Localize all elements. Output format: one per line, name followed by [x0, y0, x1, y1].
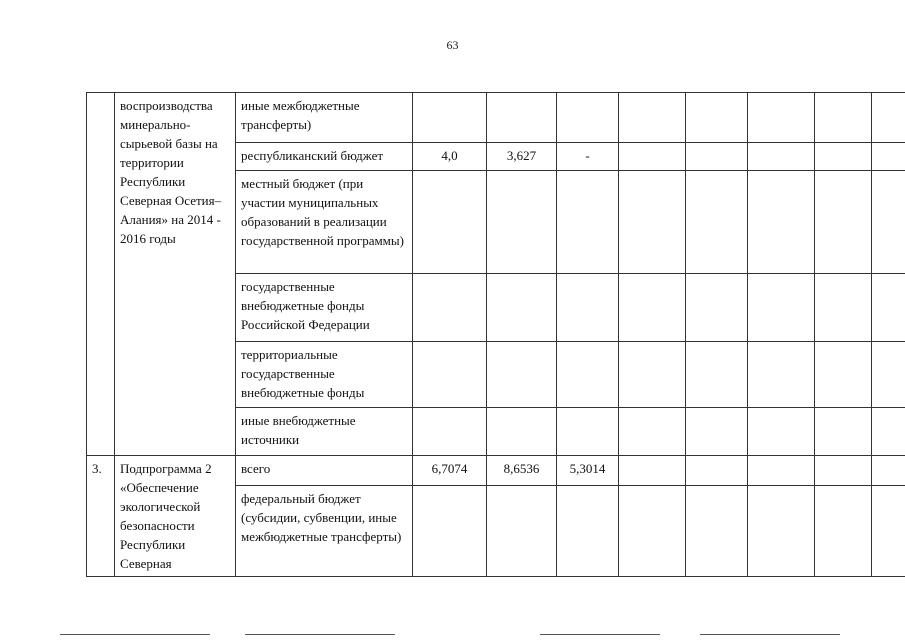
value-cell — [557, 274, 619, 342]
funding-source-cell: иные внебюджетные источники — [236, 408, 413, 456]
empty-cell — [872, 342, 905, 408]
empty-cell — [686, 342, 748, 408]
scan-artifact-line — [60, 634, 210, 635]
scan-artifact-line — [700, 634, 840, 635]
empty-cell — [748, 485, 815, 576]
table-row — [87, 456, 905, 486]
empty-cell — [815, 456, 872, 486]
empty-cell — [686, 143, 748, 171]
value-cell: 6,7074 — [413, 456, 487, 486]
empty-cell — [815, 93, 872, 143]
row-number-cell: 3. — [87, 456, 115, 577]
empty-cell — [619, 408, 686, 456]
value-cell — [487, 342, 557, 408]
empty-cell — [619, 171, 686, 274]
empty-cell — [815, 408, 872, 456]
value-cell — [487, 171, 557, 274]
empty-cell — [686, 456, 748, 486]
funding-source-cell: местный бюджет (при участии муниципальных образований в реализации государственной программы) — [236, 171, 413, 274]
empty-cell — [815, 485, 872, 576]
value-cell: 4,0 — [413, 143, 487, 171]
empty-cell — [748, 456, 815, 486]
empty-cell — [686, 171, 748, 274]
value-cell — [413, 408, 487, 456]
scan-artifact-line — [245, 634, 395, 635]
value-cell — [487, 274, 557, 342]
value-cell — [557, 342, 619, 408]
empty-cell — [748, 408, 815, 456]
budget-table — [86, 92, 905, 577]
row-number-cell — [87, 93, 115, 456]
funding-source-cell: федеральный бюджет (субсидии, субвенции, иные межбюджетные трансферты) — [236, 485, 413, 576]
scan-artifact-line — [540, 634, 660, 635]
program-name-cell: Подпрограмма 2 «Обеспечение экологической безопасности Республики Северная — [115, 456, 236, 577]
empty-cell — [619, 143, 686, 171]
empty-cell — [872, 485, 905, 576]
funding-source-cell: иные межбюджетные трансферты) — [236, 93, 413, 143]
program-name-cell: воспроизводства минерально-сырьевой базы на территории Республики Северная Осетия–Алания» на 2014 - 2016 годы — [115, 93, 236, 456]
value-cell — [557, 485, 619, 576]
empty-cell — [748, 171, 815, 274]
empty-cell — [872, 408, 905, 456]
empty-cell — [748, 143, 815, 171]
empty-cell — [872, 143, 905, 171]
empty-cell — [619, 93, 686, 143]
value-cell — [487, 408, 557, 456]
value-cell: 8,6536 — [487, 456, 557, 486]
value-cell — [557, 171, 619, 274]
value-cell — [413, 485, 487, 576]
value-cell — [557, 93, 619, 143]
value-cell — [413, 342, 487, 408]
empty-cell — [619, 485, 686, 576]
empty-cell — [872, 93, 905, 143]
empty-cell — [748, 93, 815, 143]
empty-cell — [686, 485, 748, 576]
value-cell — [487, 93, 557, 143]
empty-cell — [619, 456, 686, 486]
empty-cell — [686, 274, 748, 342]
value-cell — [413, 274, 487, 342]
empty-cell — [686, 93, 748, 143]
funding-source-cell: всего — [236, 456, 413, 486]
funding-source-cell: территориальные государственные внебюджетные фонды — [236, 342, 413, 408]
empty-cell — [619, 274, 686, 342]
empty-cell — [815, 342, 872, 408]
value-cell — [557, 408, 619, 456]
value-cell: 3,627 — [487, 143, 557, 171]
empty-cell — [748, 274, 815, 342]
empty-cell — [815, 274, 872, 342]
value-cell — [413, 171, 487, 274]
funding-source-cell: государственные внебюджетные фонды Российской Федерации — [236, 274, 413, 342]
empty-cell — [748, 342, 815, 408]
empty-cell — [872, 456, 905, 486]
funding-source-cell: республиканский бюджет — [236, 143, 413, 171]
value-cell — [487, 485, 557, 576]
value-cell: - — [557, 143, 619, 171]
empty-cell — [686, 408, 748, 456]
value-cell — [413, 93, 487, 143]
empty-cell — [872, 171, 905, 274]
empty-cell — [815, 143, 872, 171]
empty-cell — [872, 274, 905, 342]
value-cell: 5,3014 — [557, 456, 619, 486]
empty-cell — [815, 171, 872, 274]
table-row — [87, 93, 905, 143]
empty-cell — [619, 342, 686, 408]
page-number: 63 — [446, 38, 459, 52]
